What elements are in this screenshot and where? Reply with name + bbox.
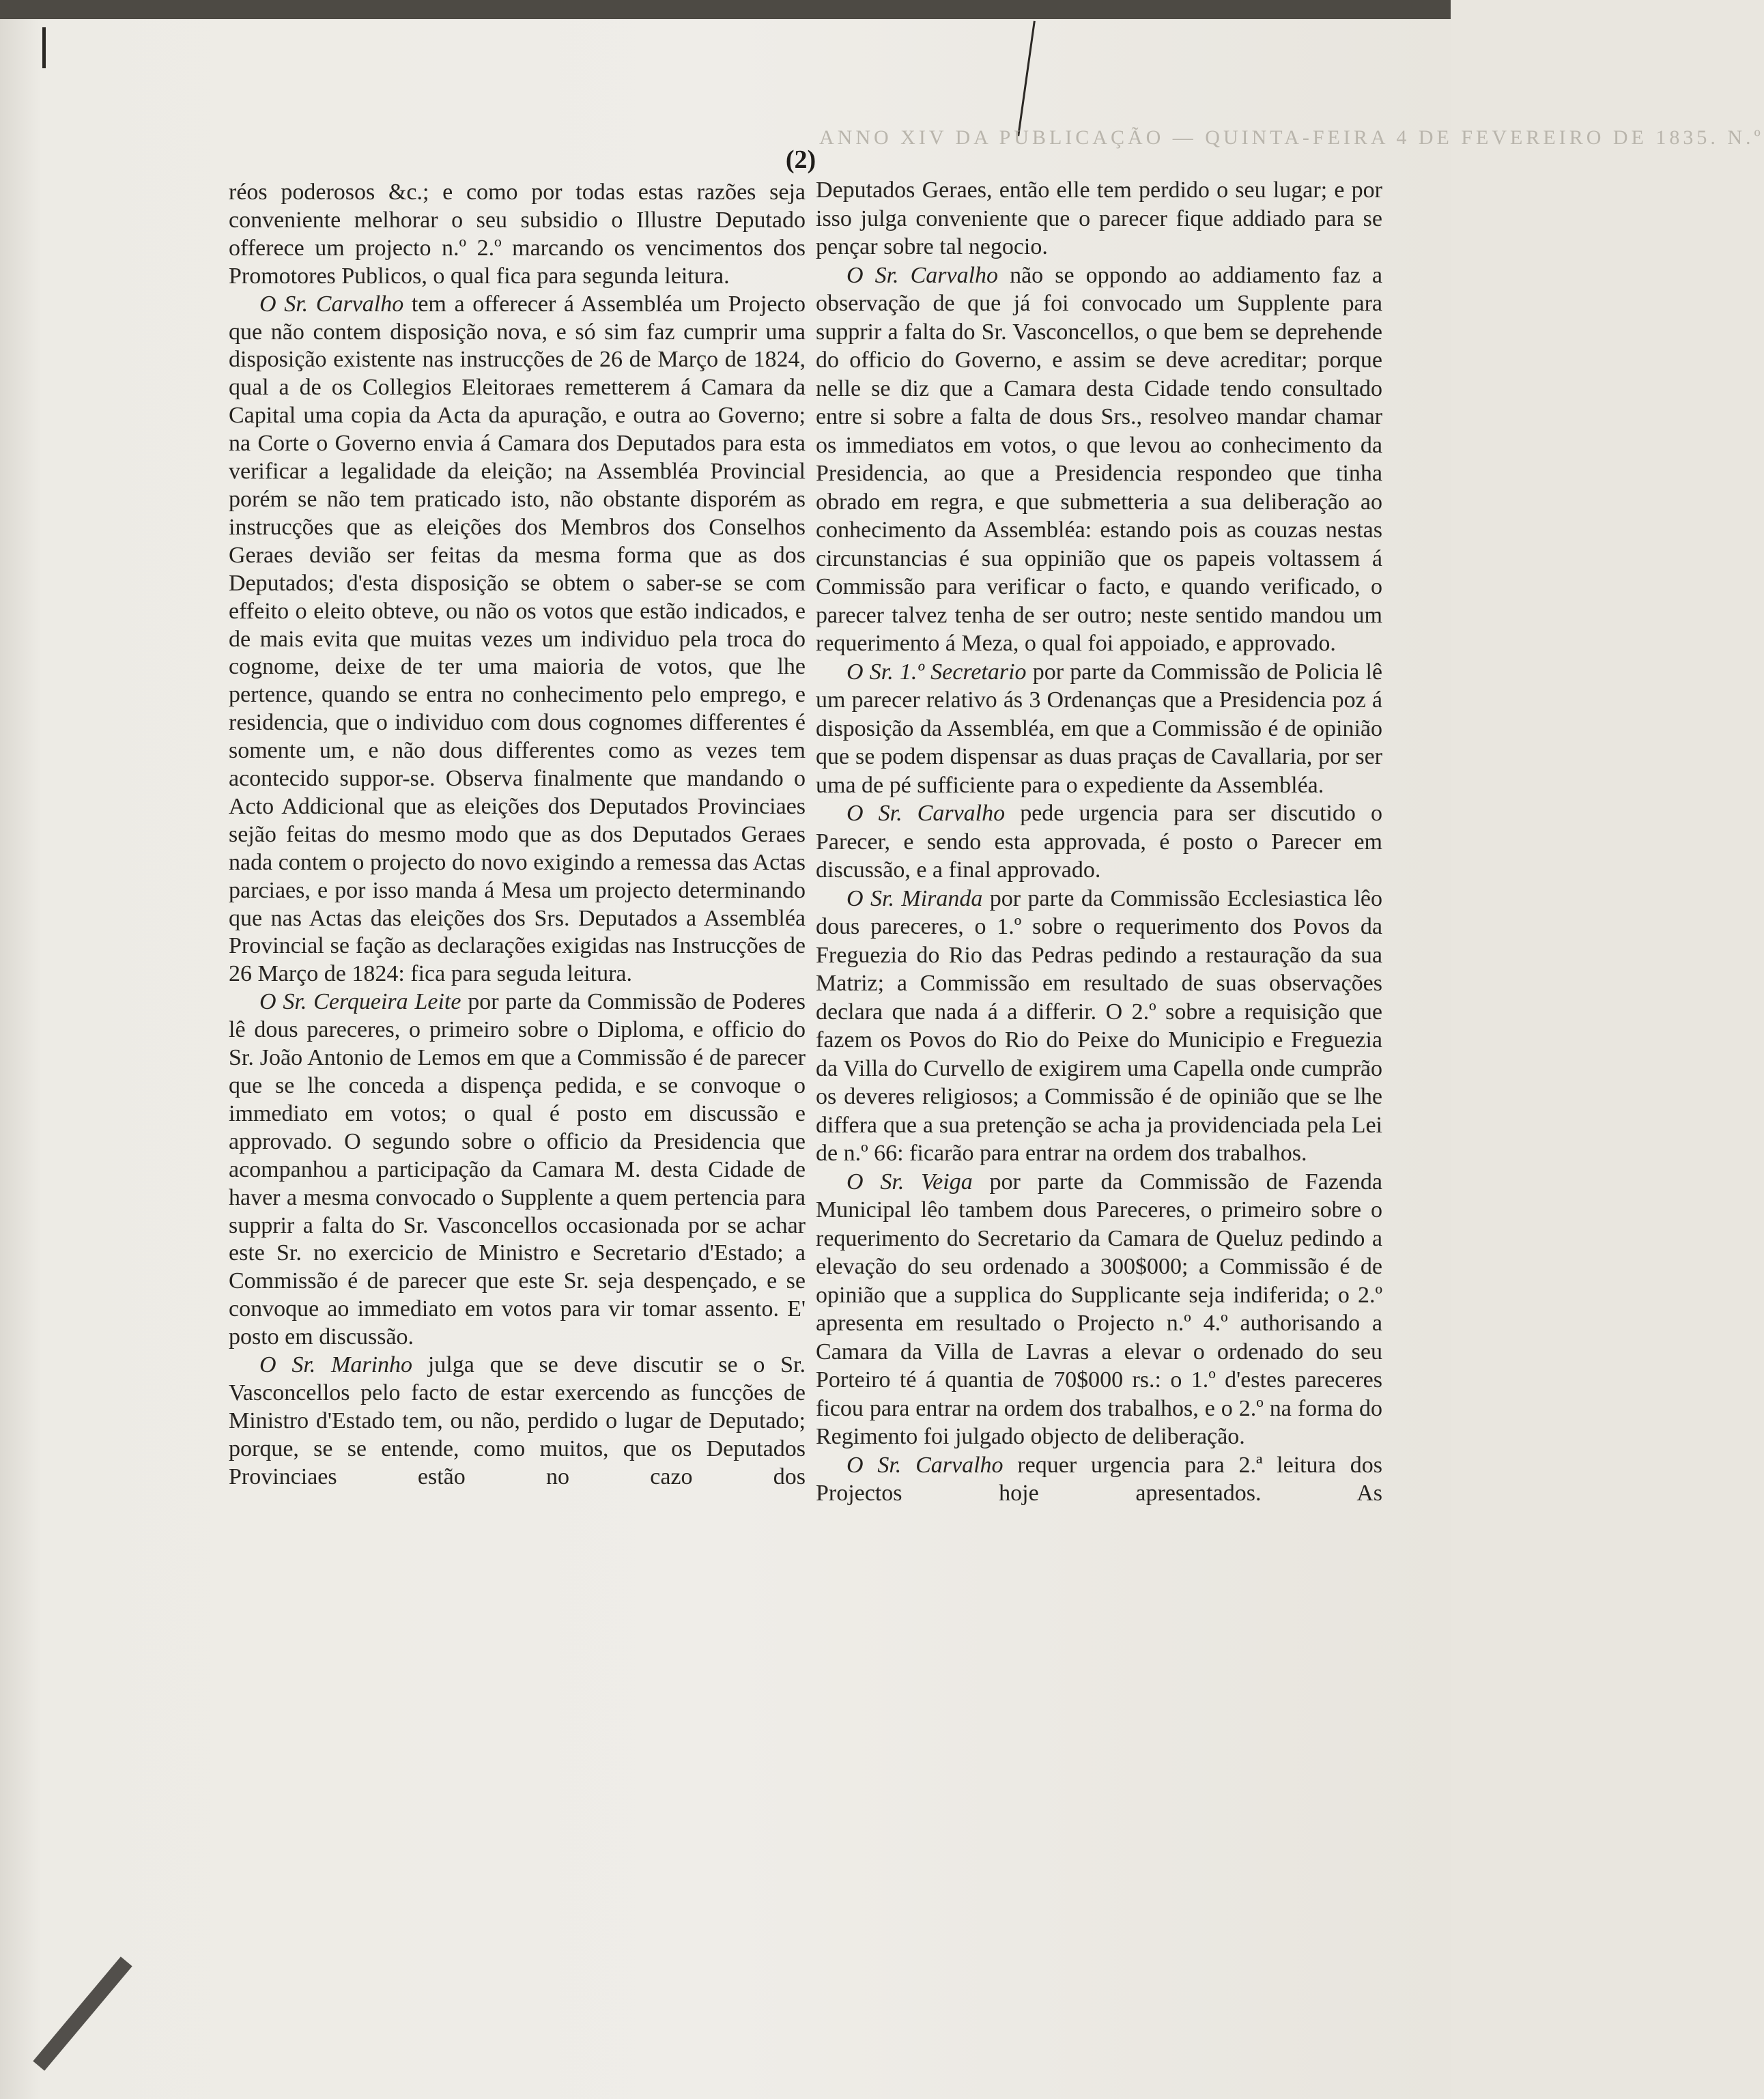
speaker-name: O Sr. Miranda [847, 885, 983, 911]
paragraph: O Sr. Carvalho requer urgencia para 2.ª leitura dos Projectos hoje apresentados. As [816, 1452, 1382, 1506]
paragraph: O Sr. Cerqueira Leite por parte da Commissão de Poderes lê dous pareceres, o primeiro sobre o Diploma, e officio do Sr. João Antonio de Lemos em que a Commissão é de parecer que se lhe conceda a dispença pedida, e se convoque o immediato em votos; o qual é posto em discussão e approvado. O segundo sobre o officio da Presidencia que acompanhou a participação da Camara M. desta Cidade de haver a mesma convocado o Supplente a quem pertencia para supprir a falta do Sr. Vasconcellos occasionada por se achar este Sr. no exercicio de Ministro e Secretario d'Estado; a Commissão é de parecer que este Sr. seja despençado, e se convoque ao immediato em votos para vir tomar assento. E' posto em discussão. [229, 989, 806, 1350]
paragraph: O Sr. Carvalho não se oppondo ao addiamento faz a observação de que já foi convocado um Supplente para supprir a falta do Sr. Vasconcellos, o que bem se deprehende do officio do Governo, e assim se deve acreditar; porque nelle se diz que a Camara desta Cidade tendo consultado entre si sobre a falta de dous Srs., resolveo mandar chamar os immediatos em votos, o que levou ao conhecimento da Presidencia, ao que a Presidencia respondeo que tinha obrado em regra, e que submetteria a sua deliberação ao conhecimento da Assembléa: estando pois as couzas nestas circunstancias é sua oppinião que os papeis voltassem á Commissão para verificar o facto, e quando verificado, o parecer talvez tenha de ser outro; neste sentido mandou um requerimento á Meza, o qual foi appoiado, e approvado. [816, 262, 1382, 656]
paragraph: O Sr. Carvalho pede urgencia para ser discutido o Parecer, e sendo esta approvada, é posto o Parecer em discussão, e a final approvado. [816, 801, 1382, 883]
speaker-name: O Sr. Marinho [259, 1352, 413, 1378]
speaker-name: O Sr. 1.º Secretario [847, 659, 1027, 685]
speaker-name: O Sr. Cerqueira Leite [259, 989, 461, 1015]
left-column [229, 179, 806, 1491]
paragraph: O Sr. Carvalho tem a offerecer á Assembléa um Projecto que não contem disposição nova, e só sim faz cumprir uma disposição existente nas instrucções de 26 de Março de 1824, qual a de os Collegios Eleitoraes remetterem á Camara da Capital uma copia da Acta da apuração, e outra ao Governo; na Corte o Governo envia á Camara dos Deputados para esta verificar a legalidade da eleição; na Assembléa Provincial porém se não tem praticado isto, não obstante disporém as instrucções que as eleições dos Membros dos Conselhos Geraes devião ser feitas da mesma forma que as dos Deputados; d'esta disposição se obtem o saber-se se com effeito o eleito obteve, ou não os votos que estão indicados, e de mais evita que muitas vezes um individuo pela troca do cognome, deixe de ter uma maioria de votos, que lhe pertence, quando se entra no conhecimento pelo emprego, e residencia, que o individuo com dous cognomes differentes é somente um, e não dous differentes como as vezes tem acontecido suppor-se. Observa finalmente que mandando o Acto Addicional que as eleições dos Deputados Provinciaes sejão feitas do mesmo modo que as dos Deputados Geraes nada contem o projecto do novo exigindo a remessa das Actas parciaes, e por isso manda á Mesa um projecto determinando que nas Actas das eleições dos Srs. Deputados a Assembléa Provincial se fação as declarações exigidas nas Instrucções de 26 Março de 1824: fica para seguda leitura. [229, 291, 806, 987]
paragraph: Deputados Geraes, então elle tem perdido o seu lugar; e por isso julga conveniente que o parecer fique addiado para se pençar sobre tal negocio. [816, 177, 1382, 259]
speaker-name: O Sr. Carvalho [259, 291, 404, 317]
scan-edge [0, 0, 1451, 19]
bleed-through-header: ANNO XIV DA PUBLICAÇÃO — QUINTA-FEIRA 4 DE FEVEREIRO DE 1835. N.º [819, 126, 1764, 149]
paragraph: O Sr. Marinho julga que se deve discutir se o Sr. Vasconcellos pelo facto de estar exercendo as funcções de Ministro d'Estado tem, ou não, perdido o lugar de Deputado; porque, se se entende, como muitos, que os Deputados Provinciaes estão no cazo dos [229, 1352, 806, 1489]
speaker-name: O Sr. Carvalho [847, 262, 999, 288]
speaker-name: O Sr. Carvalho [847, 801, 1006, 826]
right-column [816, 176, 1382, 1508]
speaker-name: O Sr. Carvalho [847, 1452, 1004, 1478]
paragraph: O Sr. 1.º Secretario por parte da Commissão de Policia lê um parecer relativo ás 3 Ordenanças que a Presidencia poz á disposição da Assembléa, em que a Commissão é de opinião que se podem dispensar as duas praças de Cavallaria, por ser uma de pé sufficiente para o expediente da Assembléa. [816, 659, 1382, 798]
speaker-name: O Sr. Veiga [847, 1169, 973, 1195]
ink-mark [1017, 21, 1036, 137]
ink-mark [42, 27, 46, 68]
page-number: (2) [785, 145, 816, 174]
paragraph: réos poderosos &c.; e como por todas estas razões seja conveniente melhorar o seu subsidio o Illustre Deputado offerece um projecto n.º 2.º marcando os vencimentos dos Promotores Publicos, o qual fica para segunda leitura. [229, 180, 806, 289]
paragraph: O Sr. Miranda por parte da Commissão Ecclesiastica lêo dous pareceres, o 1.º sobre o requerimento dos Povos da Freguezia do Rio das Pedras pedindo a restauração da sua Matriz; a Commissão em resultado de suas observações declara que nada á a differir. O 2.º sobre a requisição que fazem os Povos do Rio do Peixe do Municipio e Freguezia da Villa do Curvello de exigirem uma Capella onde cumprão os deveres religiosos; a Commissão é de opinião que se lhe differa que a sua pretenção se acha ja providenciada pela Lei de n.º 66: ficarão para entrar na ordem dos trabalhos. [816, 885, 1382, 1166]
paragraph: O Sr. Veiga por parte da Commissão de Fazenda Municipal lêo tambem dous Pareceres, o primeiro sobre o requerimento do Secretario da Camara de Queluz pedindo a elevação do seu ordenado a 300$000; a Commissão é de opinião que a supplica do Supplicante seja indiferida; o 2.º apresenta em resultado o Projecto n.º 4.º authorisando a Camara da Villa de Lavras a elevar o ordenado do seu Porteiro té á quantia de 70$000 rs.: o 1.º d'estes pareceres ficou para entrar na ordem dos trabalhos, e o 2.º na forma do Regimento foi julgado objecto de deliberação. [816, 1169, 1382, 1449]
pen-nib [33, 1956, 132, 2070]
